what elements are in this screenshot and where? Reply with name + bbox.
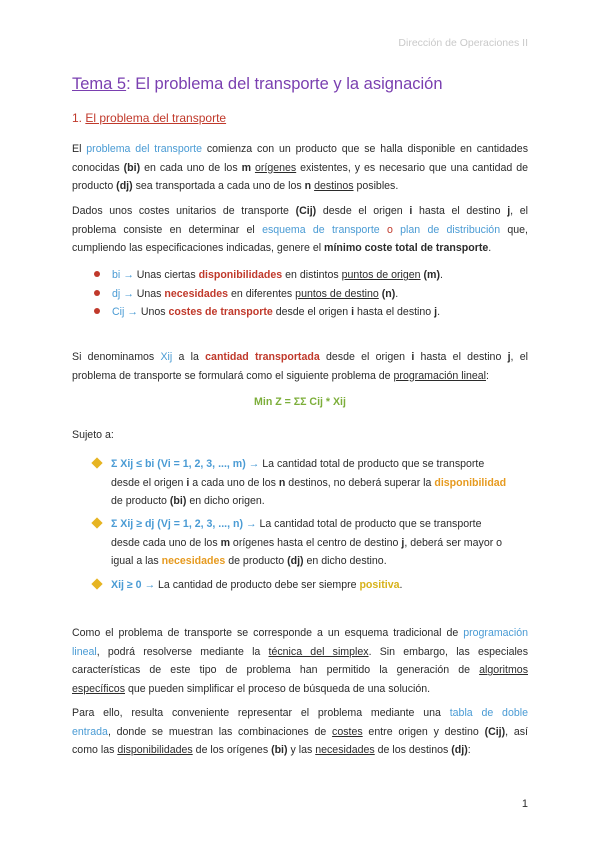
text: desde el origen (272, 306, 352, 318)
paragraph-formulation (72, 348, 528, 385)
term: (dj) (287, 555, 304, 567)
term: m (220, 536, 230, 549)
term: n (278, 476, 286, 489)
text: producto (72, 180, 117, 192)
paragraph-intro (72, 140, 528, 196)
section-number: 1. (72, 111, 86, 125)
diamond-bullet-icon (91, 579, 102, 590)
text-line (72, 221, 528, 240)
term: o (386, 223, 393, 236)
text: comienza con un producto que se halla disponible en cantidades (202, 143, 528, 155)
text-line (72, 177, 528, 196)
term: programación (463, 627, 528, 639)
text: de los orígenes (192, 744, 272, 756)
term: plan de distribución (400, 223, 501, 236)
term: j (401, 536, 405, 549)
running-header: Dirección de Operaciones II (398, 37, 528, 49)
term: esquema de transporte (262, 223, 380, 236)
paragraph-simplex (72, 624, 528, 698)
term: disponibilidades (198, 269, 283, 281)
page-title (72, 75, 443, 94)
text-line (72, 367, 528, 386)
text: , donde se muestran las combinaciones de (107, 725, 333, 738)
term: (bi) (169, 495, 187, 507)
text: hasta el destino (354, 306, 435, 318)
text: problema consiste en determinar el (72, 223, 263, 236)
text: orígenes hasta el centro de destino (229, 536, 402, 549)
bullet-icon (94, 271, 100, 277)
text: Para ello, resulta conveniente representar el problema mediante una (72, 707, 450, 719)
term: j (507, 351, 511, 363)
term: técnica del simplex (268, 645, 369, 658)
text-line (72, 741, 528, 760)
text: , podrá resolverse mediante la (96, 645, 269, 658)
text: igual a las (111, 555, 162, 567)
term: i (409, 205, 413, 217)
text: y las (287, 744, 316, 756)
text: Unas (133, 287, 165, 300)
term: dj → (112, 287, 134, 300)
text-line (93, 492, 529, 511)
text: : (467, 744, 471, 756)
list-item (94, 303, 524, 322)
text: como las (72, 744, 118, 756)
term: específicos (72, 682, 125, 695)
text-line (72, 239, 528, 258)
text: El (72, 143, 87, 155)
page-number: 1 (521, 798, 528, 810)
text-line (93, 576, 529, 595)
text-line (72, 704, 528, 723)
text: cumpliendo las especificaciones indicadas, genere el (72, 242, 325, 254)
text: . (440, 269, 443, 281)
term: positiva (359, 579, 400, 591)
text-line (93, 515, 529, 534)
term: bi → (112, 269, 134, 281)
text-line (72, 348, 528, 367)
term: j (507, 205, 511, 217)
text: . (488, 242, 492, 254)
term: (m) (423, 269, 441, 281)
term: i (351, 306, 355, 318)
paragraph-table (72, 704, 528, 760)
text: características de este tipo de problema han permitido la generación de (72, 664, 480, 676)
text (380, 224, 387, 236)
bullet-icon (94, 308, 100, 314)
text: , deberá ser mayor o (404, 536, 503, 549)
text: problema de transporte se formulará como el siguiente problema de (72, 369, 394, 382)
term: i (186, 476, 190, 489)
term: destinos (314, 180, 354, 192)
text: . (437, 306, 441, 318)
constraint-formula: Σ Xij ≥ dj (Vj = 1, 2, 3, ..., n) → (111, 518, 257, 530)
term: orígenes (254, 161, 297, 174)
constraint-formula: Xij ≥ 0 → (111, 579, 156, 591)
term: Xij (160, 351, 173, 363)
term: necesidades (315, 744, 375, 756)
text: posibles. (353, 180, 399, 192)
text-line (93, 455, 529, 474)
text: . (395, 287, 399, 300)
section-heading (72, 111, 226, 125)
term: m (241, 161, 251, 174)
text: La cantidad total de producto que se transporte (259, 458, 485, 470)
text: . (399, 579, 403, 591)
term: (bi) (271, 744, 288, 756)
text-line (93, 474, 529, 493)
list-item (94, 285, 524, 304)
diamond-bullet-icon (91, 458, 102, 469)
text: , el (510, 205, 528, 217)
text: de producto (111, 495, 170, 507)
text: hasta el destino (414, 351, 508, 363)
term: disponibilidad (434, 476, 507, 489)
term: mínimo coste total de transporte (324, 242, 489, 254)
diamond-bullet-icon (91, 518, 102, 529)
section-label: El problema del transporte (85, 111, 227, 125)
text: conocidas (72, 161, 124, 174)
title-prefix: Tema 5 (72, 75, 127, 93)
text-line (72, 159, 528, 178)
text: . Sin embargo, las especiales (368, 645, 529, 658)
text: de producto (225, 555, 288, 567)
text-line (72, 680, 528, 699)
text: a la (172, 351, 206, 363)
text-line (93, 552, 529, 571)
text-line (72, 140, 528, 159)
text: , el (510, 351, 528, 363)
term: (dj) (451, 744, 468, 756)
text-line (72, 723, 528, 742)
text: en dicho origen. (186, 495, 265, 507)
constraint-demand (93, 515, 529, 571)
constraint-formula: Σ Xij ≤ bi (Vi = 1, 2, 3, ..., m) → (111, 458, 260, 470)
term: (bi) (123, 161, 141, 174)
term: i (411, 351, 415, 363)
term: entrada (72, 725, 108, 738)
text: La cantidad total de producto que se transporte (256, 518, 482, 530)
list-item (94, 266, 524, 285)
text: Dados unos costes unitarios de transporte (72, 205, 296, 217)
text: hasta el destino (412, 205, 508, 217)
constraint-supply (93, 455, 529, 511)
text: desde el origen (111, 476, 187, 489)
term: costes (332, 725, 363, 738)
term: puntos de destino (295, 287, 379, 300)
paragraph-costs (72, 202, 528, 258)
text: desde el origen (316, 205, 410, 217)
term: j (434, 306, 438, 318)
bullet-list (94, 266, 524, 322)
term: (n) (381, 287, 396, 300)
text: en cada uno de los (140, 161, 242, 174)
objective-formula: Min Z = ΣΣ Cij * Xij (254, 396, 346, 408)
text: existentes, y es necesario que una cantidad de (296, 161, 528, 174)
bullet-icon (94, 290, 100, 296)
text-line (72, 624, 528, 643)
text: sea transportada a cada uno de los (132, 180, 305, 192)
title-rest: : El problema del transporte y la asignación (126, 75, 443, 93)
text: Unos (137, 306, 169, 318)
term: (Cij) (484, 725, 506, 738)
text: La cantidad de producto debe ser siempre (155, 579, 360, 591)
text: desde el origen (319, 351, 412, 363)
text: desde cada uno de los (111, 536, 221, 549)
text: : (485, 369, 489, 382)
text: en distintos (282, 269, 342, 281)
term: algoritmos (479, 664, 528, 676)
constraint-nonnegativity (93, 576, 529, 595)
text: Unas ciertas (133, 269, 199, 281)
text: a cada uno de los (189, 476, 279, 489)
text: de los destinos (374, 744, 452, 756)
term: disponibilidades (117, 744, 193, 756)
term: costes de transporte (168, 306, 273, 318)
text-line (72, 661, 528, 680)
text: destinos, no deberá superar la (285, 476, 435, 489)
term: n (304, 180, 312, 192)
text-line (93, 534, 529, 553)
term: (dj) (116, 180, 133, 192)
term: necesidades (164, 287, 229, 300)
text: en diferentes (228, 287, 296, 300)
text: que, (500, 223, 528, 236)
term: tabla de doble (449, 707, 528, 719)
term: Cij → (112, 306, 138, 318)
text: , así (505, 725, 528, 738)
term: (Cij) (295, 205, 317, 217)
term: necesidades (161, 555, 226, 567)
text: Sujeto a: (72, 429, 114, 441)
text: Si denominamos (72, 351, 161, 363)
text: que pueden simplificar el proceso de búsqueda de una solución. (125, 682, 431, 695)
text-line (72, 643, 528, 662)
text: Como el problema de transporte se corresponde a un esquema tradicional de (72, 627, 464, 639)
term: puntos de origen (341, 269, 421, 281)
text: entre origen y destino (362, 725, 485, 738)
term: programación lineal (393, 369, 486, 382)
term: cantidad transportada (205, 351, 320, 363)
text: en dicho destino. (303, 555, 387, 567)
term: lineal (72, 645, 97, 658)
text-line (72, 202, 528, 221)
subject-to-label (72, 426, 528, 445)
term: problema del transporte (86, 143, 202, 155)
